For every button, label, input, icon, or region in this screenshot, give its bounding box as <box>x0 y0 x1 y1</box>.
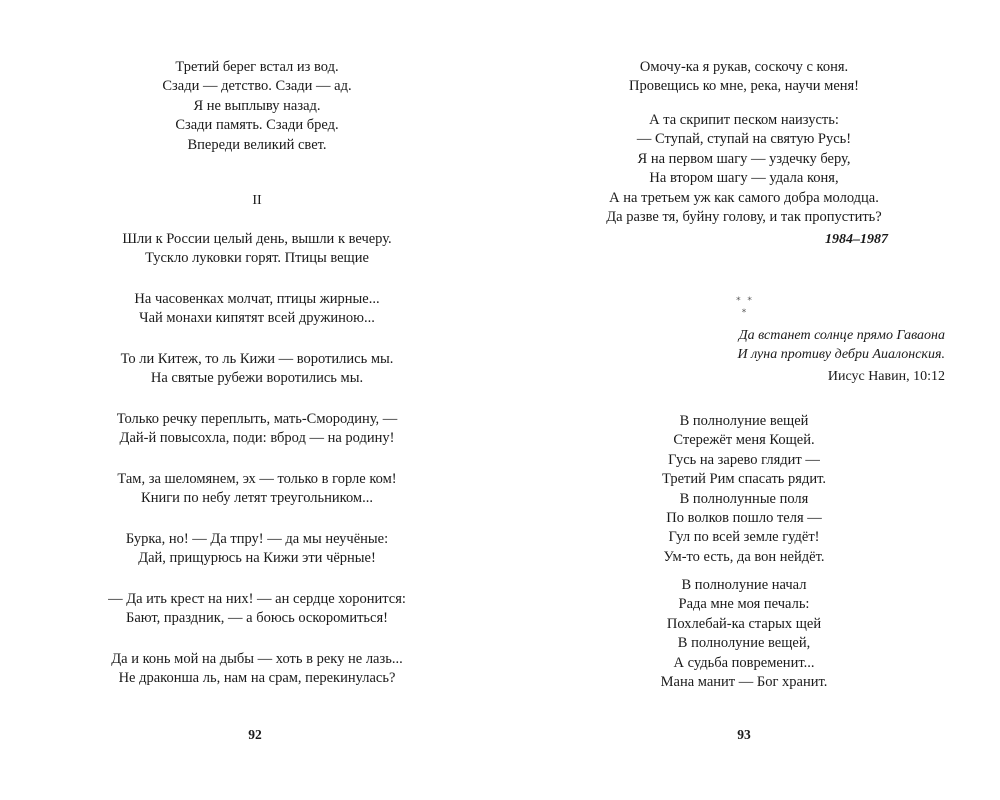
verse-line: Да и конь мой на дыбы — хоть в реку не лазь... <box>111 651 403 667</box>
page-number: 92 <box>248 727 262 742</box>
verse-line: Мана манит — Бог хранит. <box>660 674 828 691</box>
verse-line: Чай монахи кипятят всей дружиною... <box>139 310 375 327</box>
verse-line: Стережёт меня Кощей. <box>673 432 815 449</box>
stanza <box>544 58 944 97</box>
verse-line: — Да ить крест на них! — ан сердце хоронится: <box>108 591 406 607</box>
verse-line: Да разве тя, буйну голову, и так пропустить? <box>606 209 882 226</box>
page-number: 93 <box>737 727 751 742</box>
verse-line: В полнолуние начал <box>681 577 807 593</box>
verse-line: Не драконша ль, нам на срам, перекинулась? <box>118 670 396 687</box>
stanza <box>544 576 944 692</box>
verse-line: А на третьем уж как самого добра молодца. <box>609 189 879 206</box>
stanza <box>57 290 457 329</box>
verse-line: На святые рубежи воротились мы. <box>150 370 364 387</box>
epigraph <box>738 327 945 364</box>
verse-line: Впереди великий свет. <box>187 136 327 153</box>
stanza <box>544 111 944 227</box>
stanza <box>57 350 457 389</box>
stanza <box>57 470 457 509</box>
verse-line: Третий берег встал из вод. <box>175 59 339 75</box>
verse-line: Я на первом шагу — уздечку беру, <box>637 150 851 167</box>
stanza <box>57 410 457 449</box>
verse-line: Провещись ко мне, река, научи меня! <box>628 78 860 95</box>
verse-line: Бают, праздник, — а боюсь оскоромиться! <box>126 610 388 627</box>
section-heading: II <box>252 193 262 208</box>
verse-line: На втором шагу — удала коня, <box>649 170 839 187</box>
stanza <box>57 590 457 629</box>
verse-line: — Ступай, ступай на святую Русь! <box>636 131 852 148</box>
section-separator: * * * <box>736 296 754 318</box>
verse-line: Ум-то есть, да вон нейдёт. <box>663 548 825 565</box>
verse-line: Тускло луковки горят. Птицы вещие <box>145 250 369 267</box>
poem-date: 1984–1987 <box>825 232 888 247</box>
verse-line: По волков пошло теля — <box>666 510 822 527</box>
verse-line: Там, за шеломянем, эх — только в горле ком! <box>117 471 397 487</box>
verse-line: В полнолуние вещей <box>679 413 809 429</box>
verse-line: Гусь на зарево глядит — <box>668 451 820 468</box>
verse-line: Похлебай-ка старых щей <box>666 615 822 632</box>
verse-line: На часовенках молчат, птицы жирные... <box>134 291 380 307</box>
verse-line: Я не выплыву назад. <box>193 97 321 114</box>
verse-line: В полнолунные поля <box>679 490 809 507</box>
right-page <box>500 0 1000 800</box>
verse-line: Сзади — детство. Сзади — ад. <box>162 78 352 95</box>
verse-line: Бурка, но! — Да тпру! — да мы неучёные: <box>125 531 389 547</box>
epigraph-line: И луна противу дебри Аиалонския. <box>737 346 945 362</box>
verse-line: В полнолуние вещей, <box>677 635 811 652</box>
epigraph-line: Да встанет солнце прямо Гаваона <box>738 328 945 343</box>
verse-line: Только речку переплыть, мать-Смородину, — <box>116 411 398 427</box>
stanza <box>57 230 457 269</box>
epigraph-source: Иисус Навин, 10:12 <box>827 369 945 384</box>
verse-line: Дай, прищурюсь на Кижи эти чёрные! <box>138 550 376 567</box>
stanza <box>544 412 944 567</box>
verse-line: Сзади память. Сзади бред. <box>175 117 339 134</box>
verse-line: Третий Рим спасать рядит. <box>662 471 826 488</box>
verse-line: То ли Китеж, то ль Кижи — воротились мы. <box>120 351 394 367</box>
verse-line: Дай-й повысохла, поди: вброд — на родину! <box>119 430 395 447</box>
stanza <box>57 530 457 569</box>
verse-line: Омочу-ка я рукав, соскочу с коня. <box>639 59 849 75</box>
verse-line: Шли к России целый день, вышли к вечеру. <box>122 231 392 247</box>
verse-line: А судьба повременит... <box>673 654 815 671</box>
verse-line: Книги по небу летят треугольником... <box>141 490 373 507</box>
verse-line: А та скрипит песком наизусть: <box>649 112 839 128</box>
opening-stanza <box>57 58 457 155</box>
stanza <box>57 650 457 689</box>
verse-line: Гул по всей земле гудёт! <box>668 529 820 546</box>
verse-line: Рада мне моя печаль: <box>678 596 810 613</box>
